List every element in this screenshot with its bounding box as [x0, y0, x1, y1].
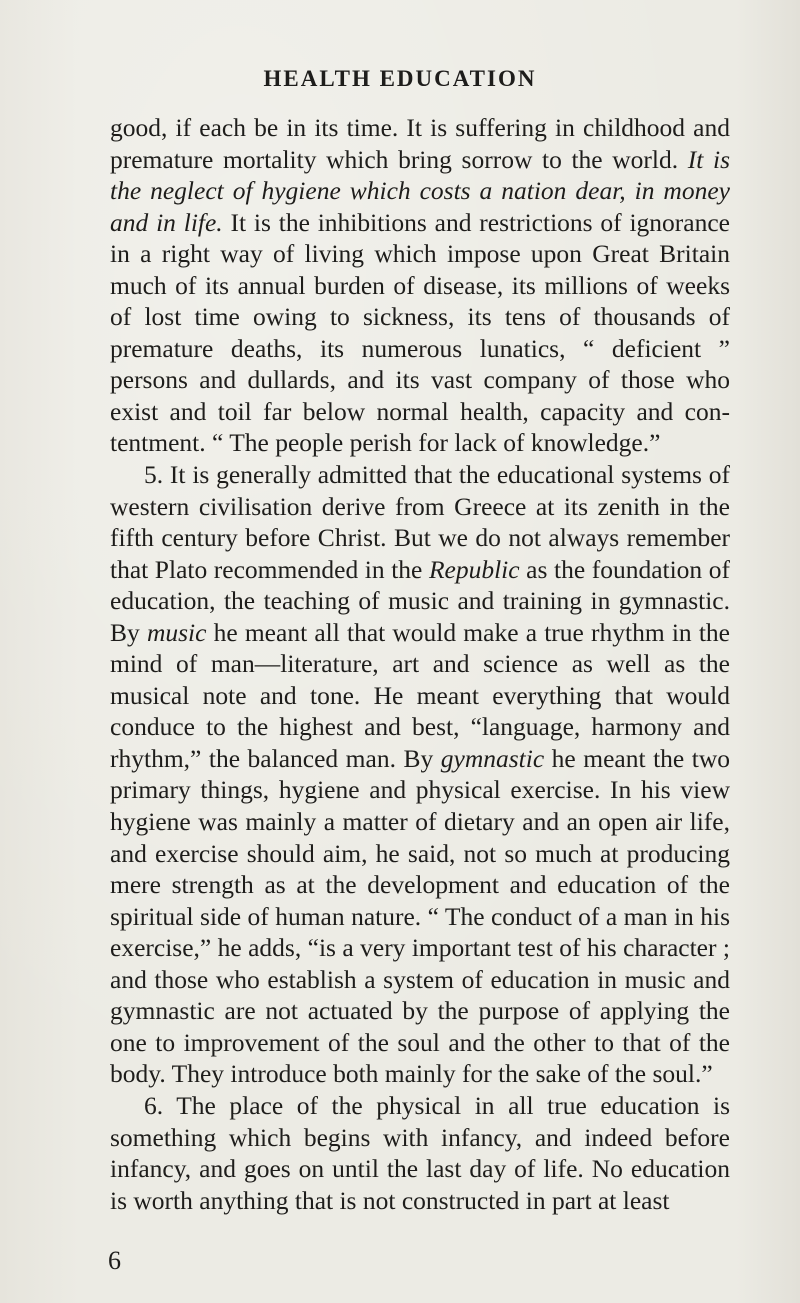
paragraph-5	[110, 459, 730, 1090]
paragraph-1	[110, 112, 730, 459]
paragraph-6	[110, 1090, 730, 1216]
body-text	[110, 112, 730, 1216]
text-segment: It is the inhibitions and restrictions of ignorance in a right way of living which impose upon Great Britain much of its annual burden of disease, its millions of weeks of lost time owing to sickness, its tens of thousands of premature deaths, its numerous lunatics, “ deficient ” persons and dullards, and its vast company of those who exist and toil far below normal health, capacity and con-tentment. “ The people perish for lack of knowledge.”	[110, 207, 730, 458]
italic-segment: gymnastic	[440, 743, 545, 773]
text-segment: good, if each be in its time. It is suffering in childhood and premature mortality which bring sorrow to the world.	[110, 113, 730, 174]
page-number: 6	[108, 1246, 121, 1275]
italic-segment: It is the neglect of hygiene which costs a nation dear, in money and in life.	[110, 144, 730, 237]
text-segment: as the foundation of education, the teaching of music and training in gymnastic. By	[110, 554, 731, 647]
italic-segment: music	[146, 617, 207, 647]
text-segment: 5. It is generally admitted that the educational systems of western civilisation derive from Greece at its zenith in the fifth century before Christ. But we do not always remember that Plato recommended in the	[110, 460, 730, 584]
text-segment: he meant all that would make a true rhythm in the mind of man—literature, art and science as well as the musical note and tone. He meant everything that would conduce to the highest and best, “language, harmony and rhythm,” the balanced man. By	[110, 617, 730, 773]
text-segment: 6. The place of the physical in all true education is something which begins with infancy, and indeed before infancy, and goes on until the last day of life. No education is worth anything that is not constructed in part at least	[110, 1090, 730, 1215]
italic-segment: Republic	[428, 554, 520, 584]
text-segment: he meant the two primary things, hygiene and physical exercise. In his view hygiene was mainly a matter of dietary and an open air life, and exercise should aim, he said, not so much at producing mere strength as at the development and education of the spiritual side of human nature. “ The conduct of a man in his exercise,” he adds, “is a very important test of his character ; and those who establish a system of education in music and gymnastic are not actuated by the purpose of applying the one to improvement of the soul and the other to that of the body. They introduce both mainly for the sake of the soul.”	[110, 743, 731, 1089]
running-head: HEALTH EDUCATION	[263, 66, 537, 91]
